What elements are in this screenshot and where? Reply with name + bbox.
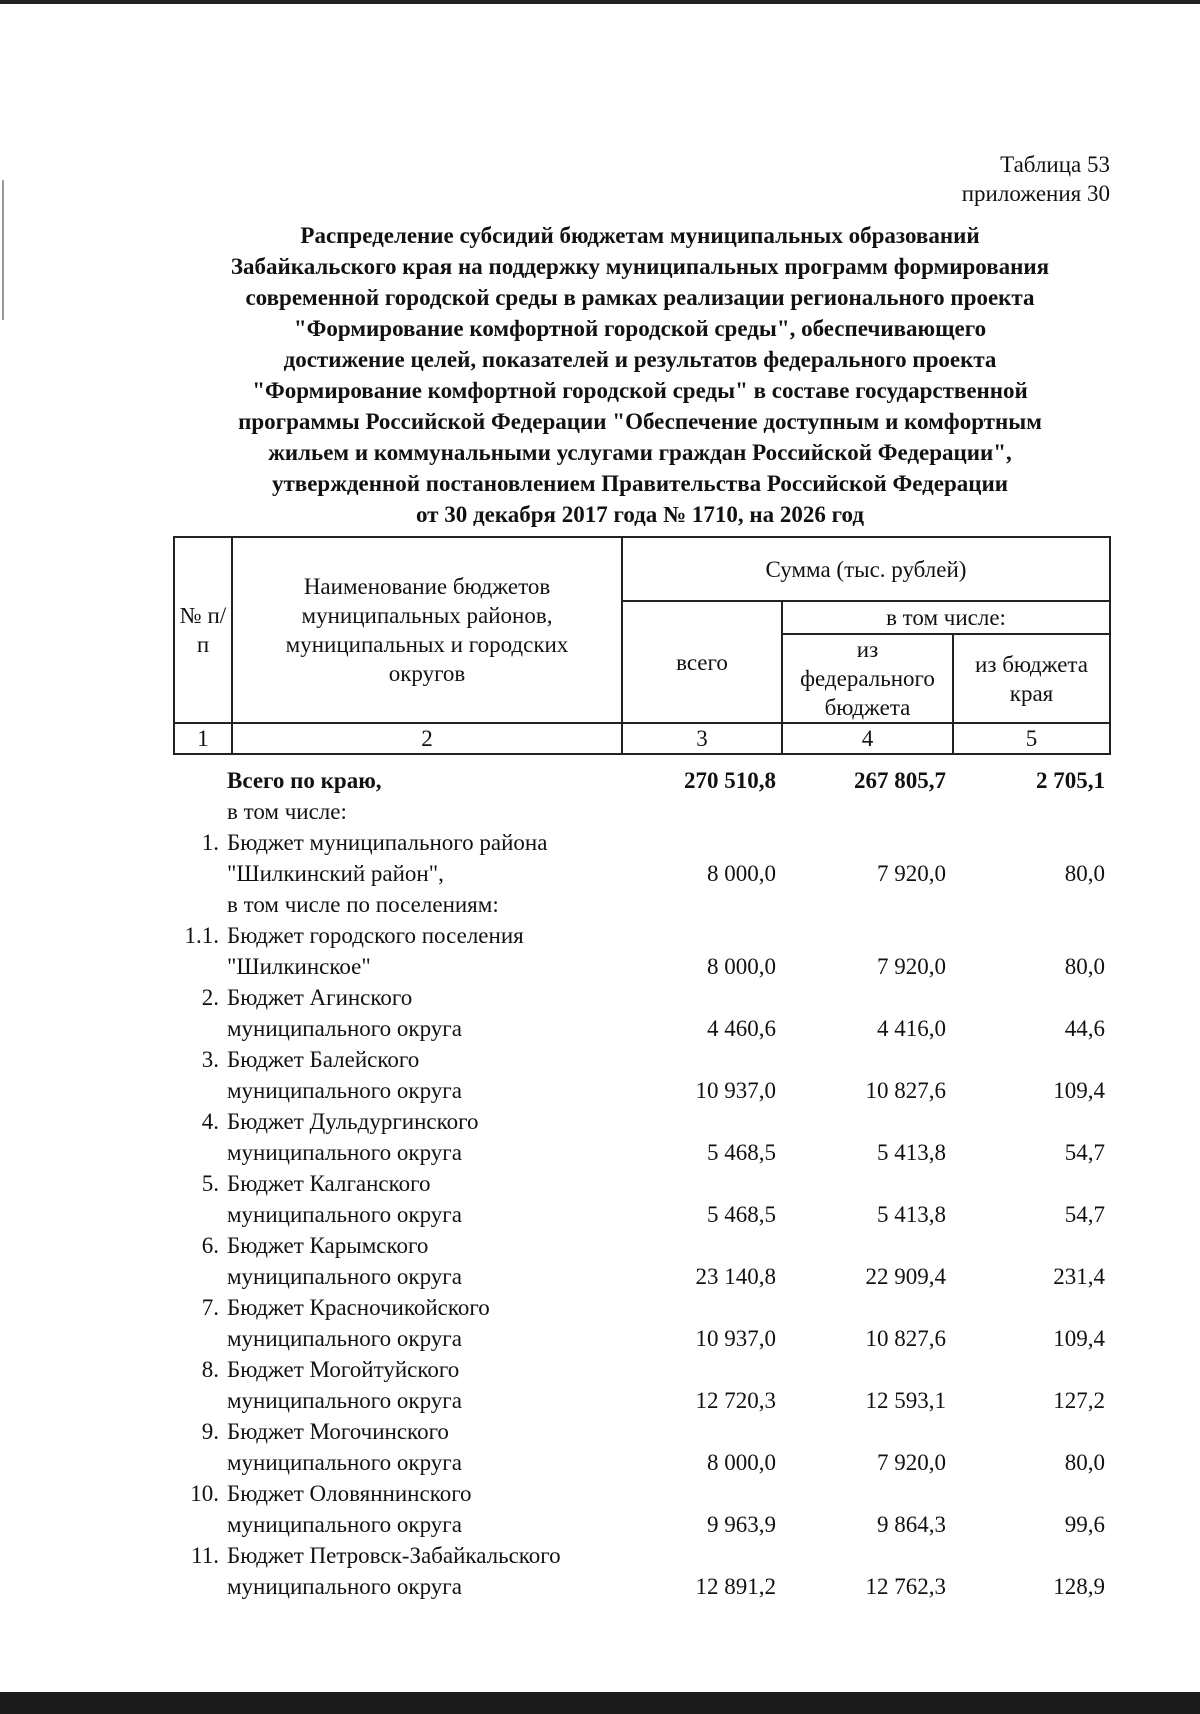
- settlements-note: в том числе по поселениям:: [227, 892, 499, 917]
- table-row: [173, 1292, 1109, 1354]
- row-total: 4 460,6: [707, 1016, 776, 1041]
- row-federal: 5 413,8: [877, 1202, 946, 1227]
- title-line: Забайкальского края на поддержку муниципальных программ формирования: [230, 254, 1050, 279]
- row-federal: 10 827,6: [865, 1326, 946, 1351]
- total-row: [173, 765, 1109, 796]
- row-total: 5 468,5: [707, 1202, 776, 1227]
- header-name: Наименование бюджетов муниципальных районов, муниципальных и городских округов: [232, 537, 622, 723]
- row-name-line1: Бюджет Могойтуйского: [227, 1357, 460, 1382]
- title-line: "Формирование комфортной городской среды", обеспечивающего: [293, 316, 987, 341]
- row-regional: 127,2: [1053, 1388, 1105, 1413]
- row-regional: 109,4: [1053, 1078, 1105, 1103]
- header-total: всего: [622, 601, 782, 723]
- row-name-line2: муниципального округа: [227, 1016, 462, 1041]
- row-number: 11.: [191, 1543, 219, 1568]
- row-total: 23 140,8: [695, 1264, 776, 1289]
- row-federal: 12 593,1: [865, 1388, 946, 1413]
- row-total: 8 000,0: [707, 861, 776, 886]
- row-number: 1.1.: [184, 923, 219, 948]
- row-number: 5.: [201, 1171, 219, 1196]
- row-federal: 12 762,3: [865, 1574, 946, 1599]
- row-regional: 80,0: [1064, 861, 1105, 886]
- title-line: программы Российской Федерации "Обеспечение доступным и комфортным: [238, 409, 1042, 434]
- row-total: 8 000,0: [707, 954, 776, 979]
- table-row: [173, 1540, 1109, 1602]
- row-name-line1: Бюджет Балейского: [227, 1047, 420, 1072]
- row-name-line2: "Шилкинский район",: [227, 861, 444, 886]
- col-number-2: 2: [232, 723, 622, 754]
- row-number: 4.: [201, 1109, 219, 1134]
- scan-edge-bottom: [0, 1692, 1200, 1714]
- row-name-line1: Бюджет Красночикойского: [227, 1295, 490, 1320]
- row-name-line1: Бюджет Карымского: [227, 1233, 429, 1258]
- row-total: 9 963,9: [707, 1512, 776, 1537]
- table-caption: [962, 150, 1110, 208]
- row-total: 12 891,2: [695, 1574, 776, 1599]
- row-name-line1: Бюджет Агинского: [227, 985, 413, 1010]
- col-number-1: 1: [174, 723, 232, 754]
- table-row: [173, 1478, 1109, 1540]
- title-line: современной городской среды в рамках реализации регионального проекта: [245, 285, 1035, 310]
- row-number: 6.: [201, 1233, 219, 1258]
- row-name-line2: муниципального округа: [227, 1574, 462, 1599]
- row-name-line2: "Шилкинское": [227, 954, 371, 979]
- col-number-5: 5: [953, 723, 1110, 754]
- row-regional: 99,6: [1064, 1512, 1105, 1537]
- row-federal: 4 416,0: [877, 1016, 946, 1041]
- row-name-line2: муниципального округа: [227, 1450, 462, 1475]
- row-total: 8 000,0: [707, 1450, 776, 1475]
- row-name-line1: Бюджет Петровск-Забайкальского: [227, 1543, 561, 1568]
- row-name-line1: Бюджет Калганского: [227, 1171, 431, 1196]
- table-header: [173, 536, 1111, 755]
- header-sum: Сумма (тыс. рублей): [622, 537, 1110, 601]
- table-row: [173, 1416, 1109, 1478]
- header-number: № п/п: [174, 537, 232, 723]
- row-regional: 80,0: [1064, 1450, 1105, 1475]
- table-row: [173, 827, 1109, 889]
- row-regional: 44,6: [1064, 1016, 1105, 1041]
- row-number: 7.: [201, 1295, 219, 1320]
- row-name-line1: Бюджет городского поселения: [227, 923, 524, 948]
- row-federal: 7 920,0: [877, 954, 946, 979]
- total-federal: 267 805,7: [854, 768, 946, 793]
- col-number-3: 3: [622, 723, 782, 754]
- total-label: Всего по краю,: [227, 768, 382, 793]
- title-line: утвержденной постановлением Правительства Российской Федерации: [271, 471, 1009, 496]
- row-total: 10 937,0: [695, 1078, 776, 1103]
- title-line: от 30 декабря 2017 года № 1710, на 2026 год: [415, 502, 865, 527]
- row-name-line1: Бюджет Могочинского: [227, 1419, 449, 1444]
- title-line: "Формирование комфортной городской среды" в составе государственной: [252, 378, 1028, 403]
- scan-edge-top: [0, 0, 1200, 4]
- row-name-line1: Бюджет Оловяннинского: [227, 1481, 472, 1506]
- title-line: Распределение субсидий бюджетам муниципальных образований: [300, 223, 980, 248]
- row-name-line2: муниципального округа: [227, 1264, 462, 1289]
- row-federal: 7 920,0: [877, 1450, 946, 1475]
- row-regional: 80,0: [1064, 954, 1105, 979]
- row-federal: 9 864,3: [877, 1512, 946, 1537]
- row-total: 10 937,0: [695, 1326, 776, 1351]
- table-row: [173, 1044, 1109, 1106]
- row-regional: 54,7: [1064, 1202, 1105, 1227]
- total-regional: 2 705,1: [1036, 768, 1105, 793]
- row-number: 8.: [201, 1357, 219, 1382]
- row-federal: 10 827,6: [865, 1078, 946, 1103]
- row-number: 10.: [190, 1481, 219, 1506]
- row-name-line2: муниципального округа: [227, 1202, 462, 1227]
- row-name-line2: муниципального округа: [227, 1326, 462, 1351]
- table-row: [173, 1106, 1109, 1168]
- including-note: в том числе:: [227, 799, 347, 824]
- col-number-4: 4: [782, 723, 953, 754]
- title-line: достижение целей, показателей и результатов федерального проекта: [283, 347, 997, 372]
- row-number: 9.: [201, 1419, 219, 1444]
- row-federal: 7 920,0: [877, 861, 946, 886]
- row-name-line2: муниципального округа: [227, 1140, 462, 1165]
- row-federal: 5 413,8: [877, 1140, 946, 1165]
- row-number: 2.: [201, 985, 219, 1010]
- row-number: 1.: [201, 830, 219, 855]
- row-regional: 109,4: [1053, 1326, 1105, 1351]
- row-name-line2: муниципального округа: [227, 1512, 462, 1537]
- row-regional: 231,4: [1053, 1264, 1105, 1289]
- table-body: [173, 765, 1109, 1602]
- header-including: в том числе:: [782, 601, 1110, 634]
- row-number: 3.: [201, 1047, 219, 1072]
- table-row: [173, 1230, 1109, 1292]
- row-regional: 128,9: [1053, 1574, 1105, 1599]
- appendix-number: приложения 30: [961, 181, 1110, 206]
- row-regional: 54,7: [1064, 1140, 1105, 1165]
- row-name-line1: Бюджет Дульдургинского: [227, 1109, 479, 1134]
- title-line: жильем и коммунальными услугами граждан Российской Федерации",: [268, 440, 1012, 465]
- total-sum: 270 510,8: [684, 768, 776, 793]
- row-total: 5 468,5: [707, 1140, 776, 1165]
- row-name-line1: Бюджет муниципального района: [227, 830, 548, 855]
- header-regional: из бюджета края: [953, 634, 1110, 723]
- table-row: [173, 1168, 1109, 1230]
- table-row: [173, 1354, 1109, 1416]
- table-row: [173, 982, 1109, 1044]
- scan-edge-left: [2, 180, 4, 320]
- document-title: [150, 220, 1130, 530]
- row-name-line2: муниципального округа: [227, 1078, 462, 1103]
- table-number: Таблица 53: [1000, 152, 1110, 177]
- table-row: [173, 920, 1109, 982]
- row-name-line2: муниципального округа: [227, 1388, 462, 1413]
- header-federal: из федерального бюджета: [782, 634, 953, 723]
- row-total: 12 720,3: [695, 1388, 776, 1413]
- row-federal: 22 909,4: [865, 1264, 946, 1289]
